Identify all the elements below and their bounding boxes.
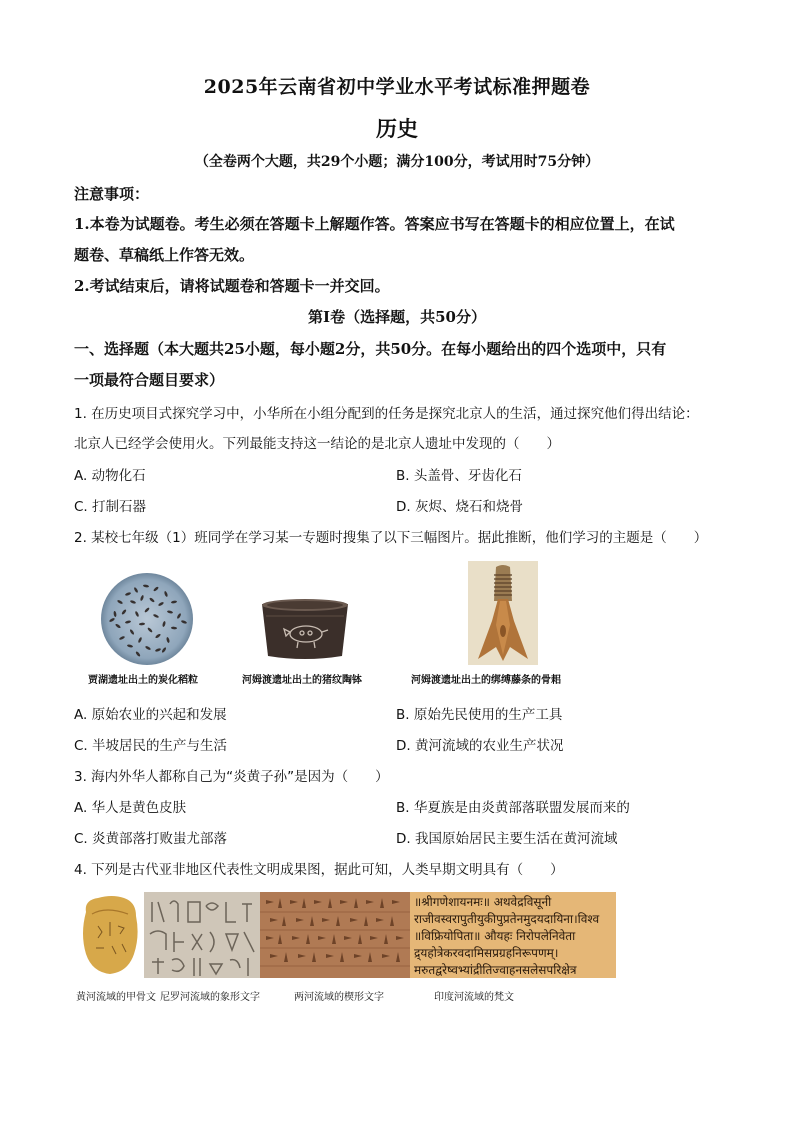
q1-option-c[interactable]: C. 打制石器 — [74, 499, 147, 515]
q1-stem-line-2: 北京人已经学会使用火。下列最能支持这一结论的是北京人遗址中发现的（ ） — [74, 436, 560, 452]
bone-plough-image — [468, 561, 538, 665]
q3-option-a[interactable]: A. 华人是黄色皮肤 — [74, 800, 187, 816]
section-heading-line-1: 一、选择题（本大题共25小题，每小题2分，共50分。在每小题给出的四个选项中，只有 — [74, 340, 667, 358]
section-heading-line-2: 一项最符合题目要求） — [74, 371, 225, 389]
q3-option-d[interactable]: D. 我国原始居民主要生活在黄河流域 — [396, 831, 618, 847]
pig-pattern-pottery-image — [258, 596, 352, 662]
sanskrit-line-3: ॥विफ्रियोपिता॥ औयहः निरोपलेनिवेता — [414, 929, 576, 943]
part-title: 第Ⅰ卷（选择题，共50分） — [308, 308, 486, 326]
sanskrit-line-4: द्र्यहोत्रेकरवदामिसप्रग्रहनिरूपणम्। — [414, 946, 559, 960]
q3-stem-line-1: 3. 海内外华人都称自己为“炎黄子孙”是因为（ ） — [74, 769, 389, 785]
q4-caption-1: 黄河流域的甲骨文 — [76, 992, 156, 1003]
q4-caption-3: 两河流域的楔形文字 — [294, 992, 384, 1003]
notice-item-1-line-1: 1.本卷为试题卷。考生必须在答题卡上解题作答。答案应书写在答题卡的相应位置上，在试 — [74, 215, 675, 233]
q4-caption-4: 印度河流域的梵文 — [434, 992, 514, 1003]
exam-note: （全卷两个大题，共29个小题；满分100分，考试用时75分钟） — [194, 154, 600, 170]
notice-item-2: 2.考试结束后，请将试题卷和答题卡一并交回。 — [74, 277, 390, 295]
q2-caption-3: 河姆渡遗址出土的绑缚藤条的骨耜 — [411, 675, 561, 686]
q2-option-b[interactable]: B. 原始先民使用的生产工具 — [396, 707, 563, 723]
subject-title: 历史 — [376, 116, 418, 141]
q4-caption-2: 尼罗河流域的象形文字 — [160, 992, 260, 1003]
sanskrit-line-5: मरुतद्वरेष्वभ्यांद्रीतिज्वाहनसलेसपरिक्षेत्र — [414, 963, 577, 977]
exam-title: 2025年云南省初中学业水平考试标准押题卷 — [203, 76, 591, 98]
notice-item-1-line-2: 题卷、草稿纸上作答无效。 — [74, 246, 255, 264]
q4-stem-line-1: 4. 下列是古代亚非地区代表性文明成果图，据此可知，人类早期文明具有（ ） — [74, 862, 564, 878]
q2-caption-1: 贾湖遗址出土的炭化稻粒 — [88, 675, 198, 686]
sanskrit-image — [410, 892, 616, 978]
q1-option-a[interactable]: A. 动物化石 — [74, 468, 146, 484]
q1-stem-line-1: 1. 在历史项目式探究学习中，小华所在小组分配到的任务是探究北京人的生活，通过探究他们得出结论： — [74, 406, 699, 422]
sanskrit-line-1: ॥श्रीगणेशायनमः॥ अथवेद्रविसूनी — [414, 895, 552, 909]
q1-option-b[interactable]: B. 头盖骨、牙齿化石 — [396, 468, 522, 484]
q2-option-c[interactable]: C. 半坡居民的生产与生活 — [74, 738, 228, 754]
q2-option-d[interactable]: D. 黄河流域的农业生产状况 — [396, 738, 564, 754]
carbonized-rice-image — [100, 572, 194, 666]
notice-heading: 注意事项： — [74, 185, 150, 203]
q2-stem-line-1: 2. 某校七年级（1）班同学在学习某一专题时搜集了以下三幅图片。据此推断，他们学习的主题是（ ） — [74, 530, 708, 546]
hieroglyphs-image — [144, 892, 260, 978]
q2-option-a[interactable]: A. 原始农业的兴起和发展 — [74, 707, 227, 723]
oracle-bone-image — [76, 892, 144, 978]
q1-option-d[interactable]: D. 灰烬、烧石和烧骨 — [396, 499, 523, 515]
q2-caption-2: 河姆渡遗址出土的猪纹陶钵 — [242, 675, 362, 686]
q3-option-c[interactable]: C. 炎黄部落打败蚩尤部落 — [74, 831, 228, 847]
q3-option-b[interactable]: B. 华夏族是由炎黄部落联盟发展而来的 — [396, 800, 630, 816]
cuneiform-image — [260, 892, 410, 978]
sanskrit-line-2: राजीवस्वरापुतीयुकीपुप्रतेनमुदयदायिना।विश्व — [414, 912, 600, 926]
